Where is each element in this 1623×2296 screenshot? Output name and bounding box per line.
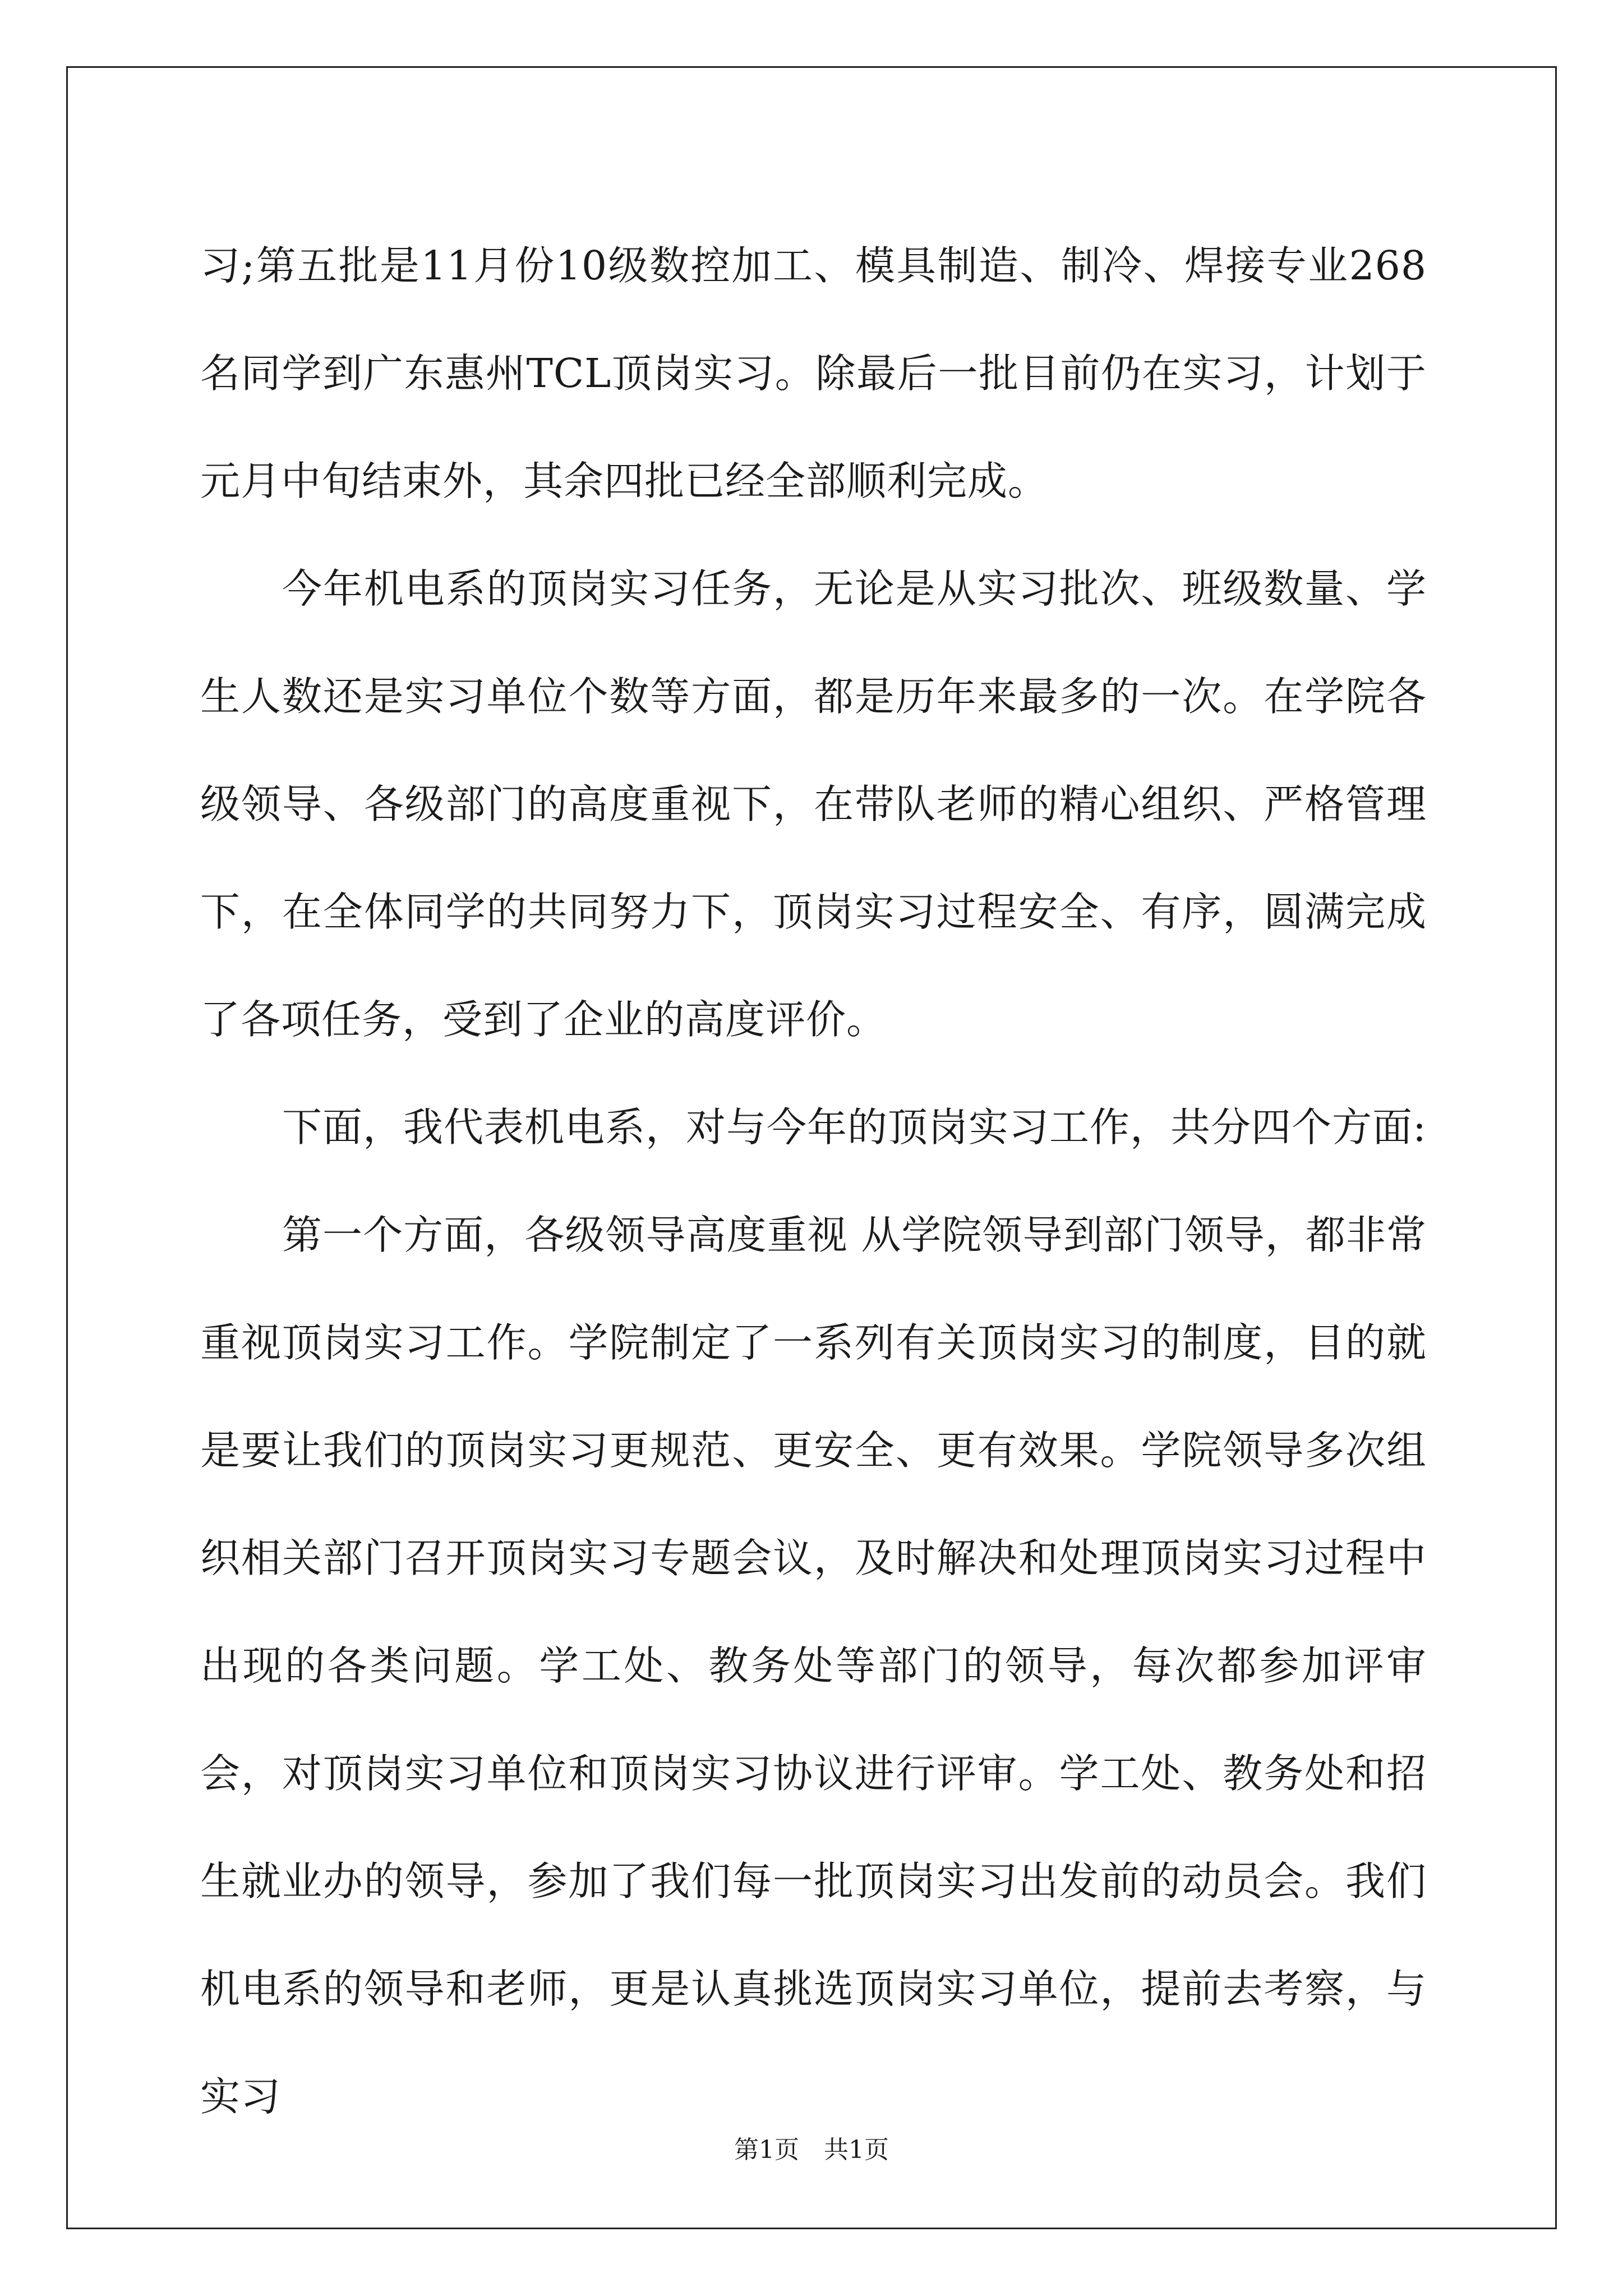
page-number: 第1页 [734, 2136, 799, 2164]
document-body [200, 212, 1427, 2151]
paragraph-continuation: 习;第五批是11月份10级数控加工、模具制造、制冷、焊接专业268名同学到广东惠州TCL顶岗实习。除最后一批目前仍在实习，计划于元月中旬结束外，其余四批已经全部顺利完成。 [200, 242, 1427, 504]
page-footer [0, 2133, 1623, 2167]
paragraph-intro: 下面，我代表机电系，对与今年的顶岗实习工作，共分四个方面: [282, 1104, 1427, 1151]
paragraph-first-aspect: 第一个方面，各级领导高度重视 从学院领导到部门领导，都非常重视顶岗实习工作。学院制定了一系列有关顶岗实习的制度，目的就是要让我们的顶岗实习更规范、更安全、更有效果。学院领导多次组织相关部门召开顶岗实习专题会议，及时解决和处理顶岗实习过程中出现的各类问题。学工处、教务处等部门的领导，每次都参加评审会，对顶岗实习单位和顶岗实习协议进行评审。学工处、教务处和招生就业办的领导，参加了我们每一批顶岗实习出发前的动员会。我们机电系的领导和老师，更是认真挑选顶岗实习单位，提前去考察，与实习 [200, 1212, 1427, 2120]
page-total: 共1页 [824, 2136, 889, 2164]
paragraph-overview: 今年机电系的顶岗实习任务，无论是从实习批次、班级数量、学生人数还是实习单位个数等方面，都是历年来最多的一次。在学院各级领导、各级部门的高度重视下，在带队老师的精心组织、严格管理下，在全体同学的共同努力下，顶岗实习过程安全、有序，圆满完成了各项任务，受到了企业的高度评价。 [200, 565, 1427, 1043]
